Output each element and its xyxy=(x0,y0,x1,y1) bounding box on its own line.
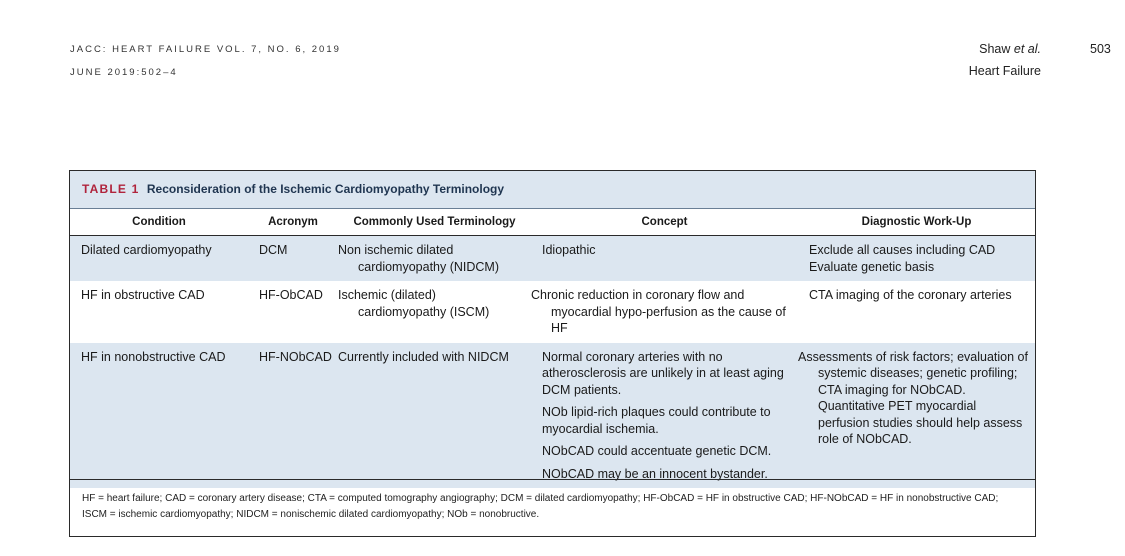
section-name: Heart Failure xyxy=(968,64,1041,78)
cell-acronym: DCM xyxy=(248,236,338,282)
workup-line: Exclude all causes including CAD xyxy=(809,243,996,257)
cell-terminology: Non ischemic dilated cardiomyopathy (NIDCM) xyxy=(338,236,531,282)
concept-text: NOb lipid-rich plaques could contribute to myocardial ischemia. xyxy=(542,405,771,436)
cell-condition: Dilated cardiomyopathy xyxy=(70,236,248,282)
cell-condition: HF in nonobstructive CAD xyxy=(70,343,248,489)
workup-line: Evaluate genetic basis xyxy=(809,259,935,274)
table-header-row xyxy=(70,209,1035,236)
author-line: Shaw et al. xyxy=(979,42,1041,56)
col-header-terminology: Commonly Used Terminology xyxy=(338,209,531,236)
col-header-concept: Concept xyxy=(531,209,798,236)
cell-terminology: Ischemic (dilated) cardiomyopathy (ISCM) xyxy=(338,288,490,319)
journal-citation: JACC: HEART FAILURE VOL. 7, NO. 6, 2019 xyxy=(70,44,341,55)
cell-condition: HF in obstructive CAD xyxy=(81,288,205,302)
table-title: Reconsideration of the Ischemic Cardiomyopathy Terminology xyxy=(146,182,505,196)
cell-acronym: HF-NObCAD xyxy=(248,343,338,489)
table-row xyxy=(70,343,1035,489)
cell-concept: Chronic reduction in coronary flow and myocardial hypo-perfusion as the cause of HF xyxy=(531,288,786,335)
cell-workup: Assessments of risk factors; evaluation of systemic diseases; genetic profiling; CTA imaging for NObCAD. Quantitative PET myocardial perfusion studies should help assess role of NObCAD. xyxy=(798,343,1035,489)
table-row xyxy=(70,281,1035,343)
page-number: 503 xyxy=(1090,42,1111,56)
cell-workup: CTA imaging of the coronary arteries xyxy=(809,288,1012,302)
cell-concept xyxy=(531,236,798,282)
concept-text: Idiopathic xyxy=(542,243,596,257)
table-footnote: HF = heart failure; CAD = coronary artery disease; CTA = computed tomography angiography; DCM = dilated cardiomyopathy; HF-ObCAD = HF in obstructive CAD; HF-NObCAD = HF in nonobstructive CAD; ISCM = ischemic cardiomyopathy; NIDCM = nonischemic dilated cardiomyopathy; NOb = nonobructive. xyxy=(70,479,1035,523)
col-header-condition: Condition xyxy=(70,209,248,236)
concept-text: Normal coronary arteries with no atherosclerosis are unlikely in at least aging DCM patients. xyxy=(542,349,784,397)
table-label: TABLE 1 xyxy=(82,182,140,196)
journal-date-pages: JUNE 2019:502–4 xyxy=(70,67,178,78)
cell-acronym: HF-ObCAD xyxy=(259,288,323,302)
cell-concept xyxy=(531,343,798,489)
table-1 xyxy=(69,170,1036,537)
col-header-workup: Diagnostic Work-Up xyxy=(798,209,1035,236)
cell-terminology: Currently included with NIDCM xyxy=(338,343,531,489)
cell-workup xyxy=(798,236,1035,282)
concept-text: NObCAD could accentuate genetic DCM. xyxy=(542,444,772,458)
table-row xyxy=(70,236,1035,282)
concept-text: NObCAD may be an innocent bystander. xyxy=(542,466,768,481)
table-title-bar xyxy=(70,171,1035,209)
col-header-acronym: Acronym xyxy=(248,209,338,236)
terminology-table xyxy=(70,209,1035,488)
running-header-journal xyxy=(70,43,341,89)
running-header-author xyxy=(969,42,1041,86)
